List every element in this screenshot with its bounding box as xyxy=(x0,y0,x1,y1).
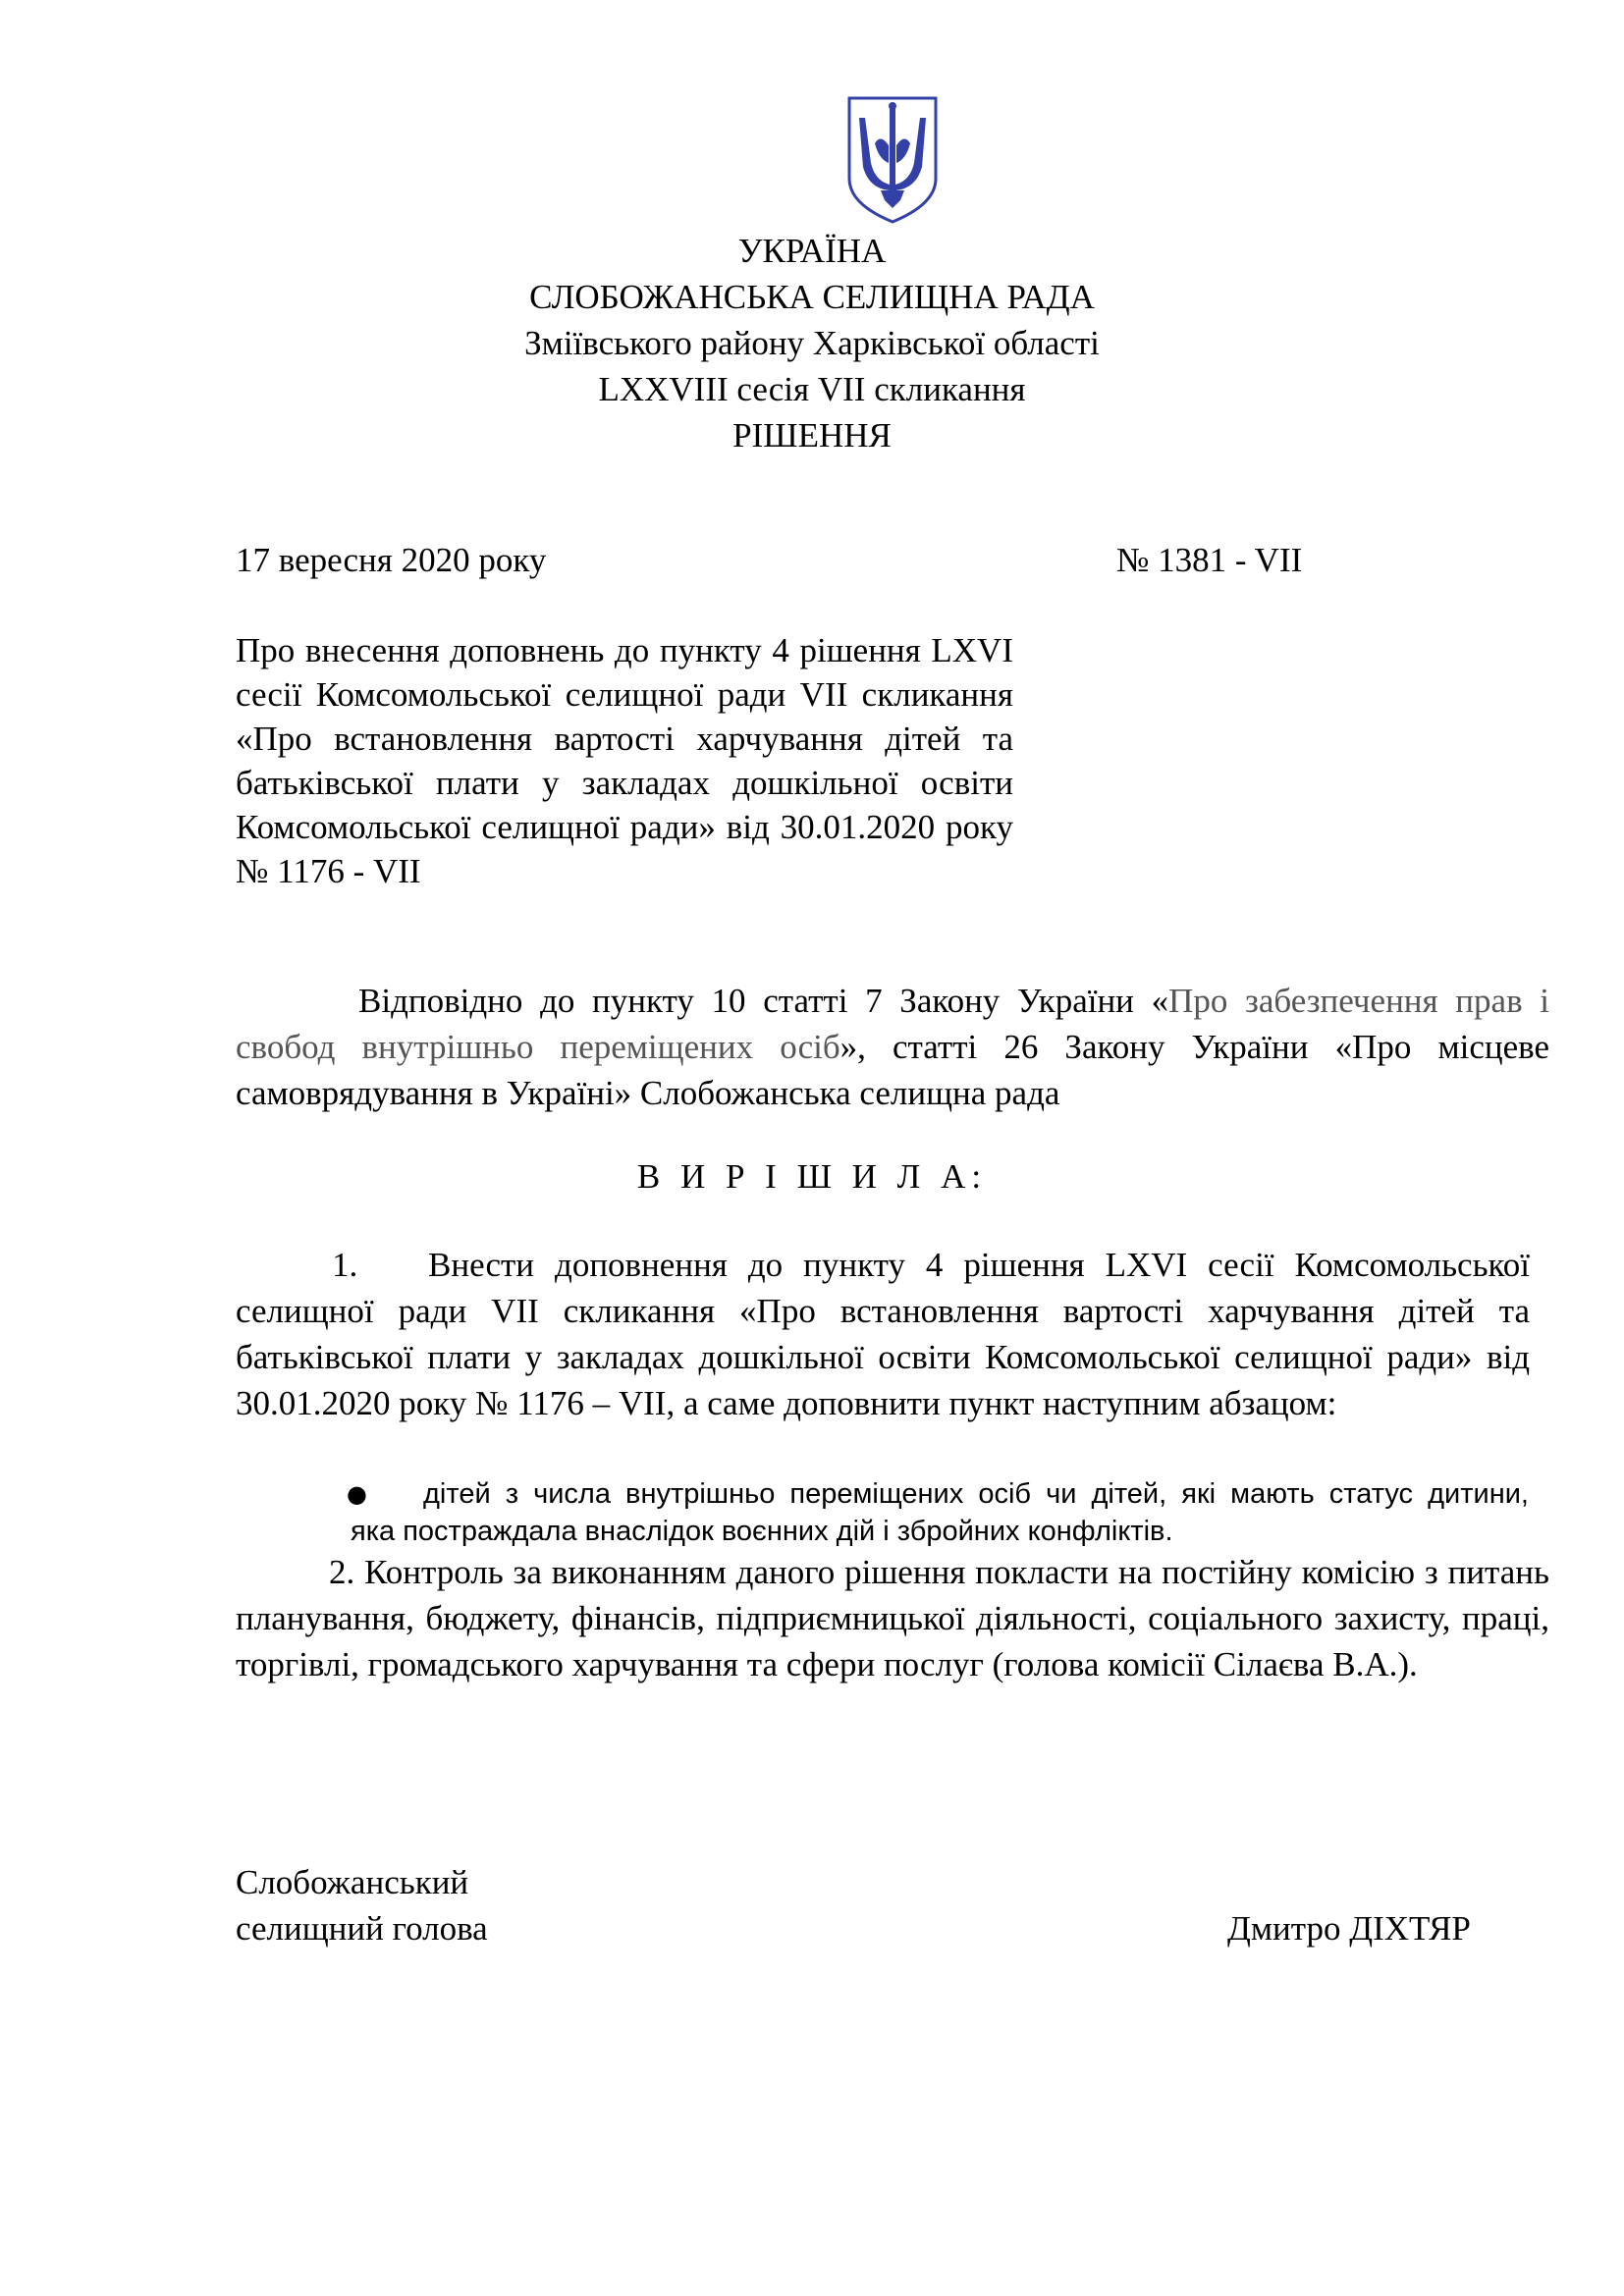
bullet-text-line2: яка постраждала внаслідок воєнних дій і збройних конфліктів. xyxy=(351,1516,1173,1547)
resolution-item-1 xyxy=(236,1242,1530,1426)
decision-number: № 1381 - VII xyxy=(1116,541,1303,579)
preamble-paragraph xyxy=(236,978,1549,1116)
signatory-role-line2: селищний голова xyxy=(236,1909,488,1948)
signature-block xyxy=(236,1859,1512,1951)
decided-heading: В И Р І Ш И Л А: xyxy=(636,1157,988,1196)
item-1-number: 1. xyxy=(332,1246,358,1284)
signatory-role-line1: Слобожанський xyxy=(236,1863,469,1901)
law-reference-link[interactable]: Про забезпечення прав і свобод внутрішньо переміщених осіб xyxy=(236,982,1549,1066)
bullet-dot-icon: ● xyxy=(347,1480,367,1508)
bullet-text-line1: дітей з числа внутрішньо переміщених осіб чи дітей, які мають статус дитини, xyxy=(423,1478,1529,1510)
preamble-text-part1: Відповідно до пункту 10 статті 7 Закону України « xyxy=(358,982,1169,1020)
session-title: LXXVIII сесія VII скликання xyxy=(598,370,1026,408)
preamble-text-part2: », статті 26 Закону України «Про місцеве самоврядування в Україні» Слобожанська селищна рада xyxy=(236,1028,1549,1112)
region-title: Зміївського району Харківської області xyxy=(524,324,1100,362)
council-title: СЛОБОЖАНСЬКА СЕЛИЩНА РАДА xyxy=(529,278,1095,316)
decision-subject: Про внесення доповнень до пункту 4 рішення LXVI сесії Комсомольської селищної ради VII скликання «Про встановлення вартості харчування дітей та батьківської плати у закладах дошкільної освіти Комсомольської селищної ради» від 30.01.2020 року № 1176 - VII xyxy=(236,631,1013,890)
signatory-name: Дмитро ДІХТЯР xyxy=(1227,1909,1471,1948)
resolution-item-2: 2. Контроль за виконанням даного рішення покласти на постійну комісію з питань планування, бюджету, фінансів, підприємницької діяльності, соціального захисту, праці, торгівлі, громадського харчування та сфери послуг (голова комісії Сілаєва В.А.). xyxy=(236,1553,1549,1683)
document-type-title: РІШЕННЯ xyxy=(732,416,892,454)
date-number-row xyxy=(236,537,1335,583)
country-title: УКРАЇНА xyxy=(737,232,887,270)
bullet-list-item xyxy=(347,1475,1529,1550)
decision-date: 17 вересня 2020 року xyxy=(236,541,547,579)
trident-coat-of-arms-icon xyxy=(845,94,940,226)
item-1-text: Внести доповнення до пункту 4 рішення LXVI сесії Комсомольської селищної ради VII скликання «Про встановлення вартості харчування дітей та батьківської плати у закладах дошкільної освіти Комсомольської селищної ради» від 30.01.2020 року № 1176 – VII, а саме доповнити пункт наступним абзацом: xyxy=(236,1246,1530,1422)
document-header xyxy=(0,228,1624,458)
